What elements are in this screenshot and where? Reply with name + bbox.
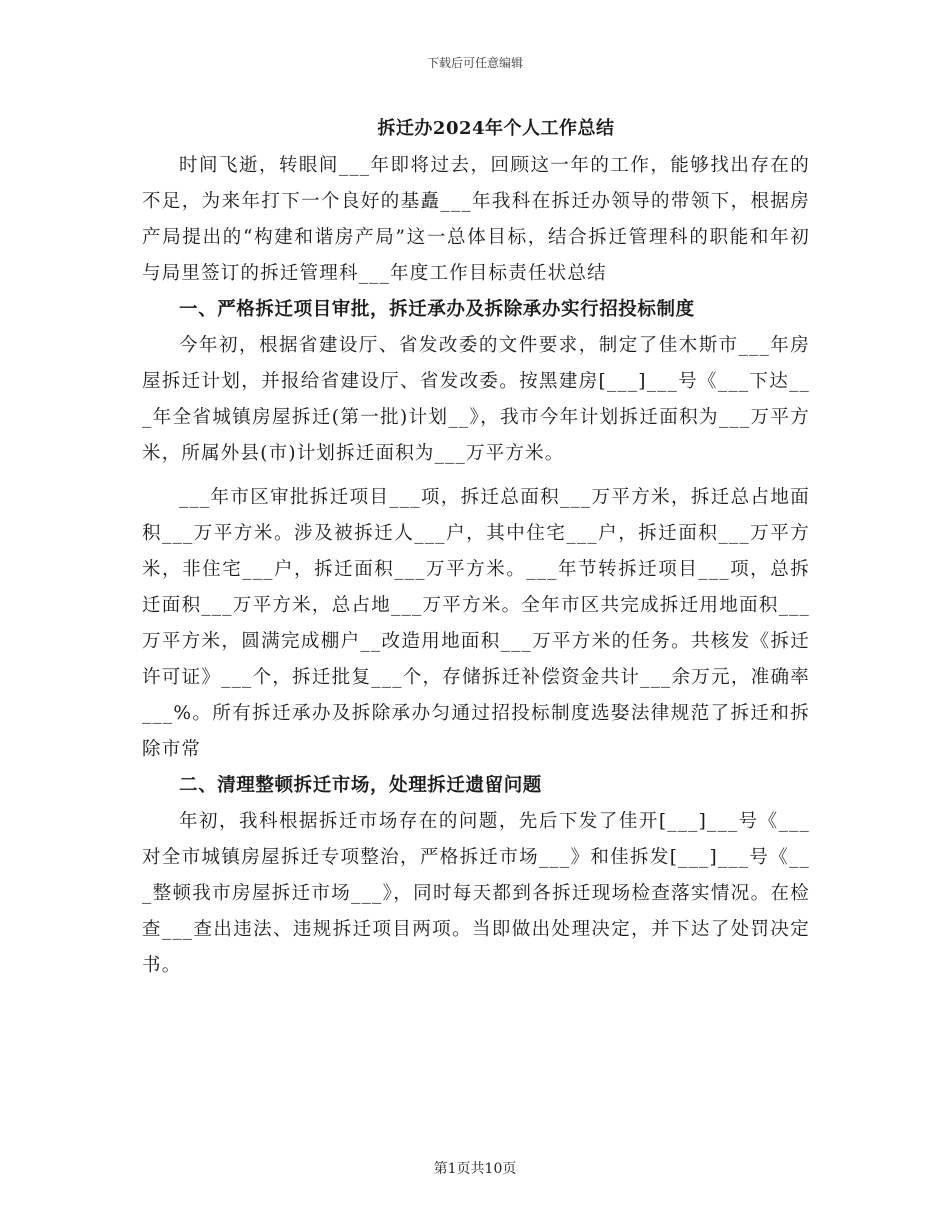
page-number-footer: 第1页共10页 — [433, 1161, 517, 1177]
section-1-paragraph-2: ___年市区审批拆迁项目___项，拆迁总面积___万平方米，拆迁总占地面积___万平方米。涉及被拆迁人___户，其中住宅___户，拆迁面积___万平方米，非住宅___户，拆迁面积___万平方米。___年节转拆迁项目___项，总拆迁面积___万平方米，总占地___万平方米。全年市区共完成拆迁用地面积___万平方米，圆满完成棚户__改造用地面积___万平方米的任务。共核发《拆迁许可证》___个，拆迁批复___个，存储拆迁补偿资金共计___余万元，准确率___%。所有拆迁承办及拆除承办匀通过招投标制度选娶法律规范了拆迁和拆除市常 — [142, 487, 810, 760]
header-note: 下载后可任意编辑 — [426, 56, 523, 70]
intro-paragraph: 时间飞逝，转眼间___年即将过去，回顾这一年的工作，能够找出存在的不足，为来年打下一个良好的基矗___年我科在拆迁办领导的带领下，根据房产局提出的“构建和谐房产局”这一总体目标，结合拆迁管理科的职能和年初与局里签订的拆迁管理科___年度工作目标责任状总结 — [142, 155, 810, 284]
section-2-paragraph-1: 年初，我科根据拆迁市场存在的问题，先后下发了佳开[___]___号《___对全市城镇房屋拆迁专项整治，严格拆迁市场___》和佳拆发[___]___号《___整顿我市房屋拆迁市场___》，同时每天都到各拆迁现场检查落实情况。在检查___查出违法、违规拆迁项目两项。当即做出处理决定，并下达了处罚决定书。 — [142, 811, 810, 976]
document-title: 拆迁办2024年个人工作总结 — [377, 118, 615, 139]
document-body — [142, 148, 810, 984]
section-1-heading: 一、严格拆迁项目审批，拆迁承办及拆除承办实行招投标制度 — [179, 299, 695, 320]
section-1-paragraph-1: 今年初，根据省建设厅、省发改委的文件要求，制定了佳木斯市___年房屋拆迁计划，并报给省建设厅、省发改委。按黑建房[___]___号《___下达___年全省城镇房屋拆迁(第一批)计划__》，我市今年计划拆迁面积为___万平方米，所属外县(市)计划拆迁面积为___万平方米。 — [142, 335, 810, 464]
section-2-heading: 二、清理整顿拆迁市场，处理拆迁遗留问题 — [179, 775, 542, 796]
